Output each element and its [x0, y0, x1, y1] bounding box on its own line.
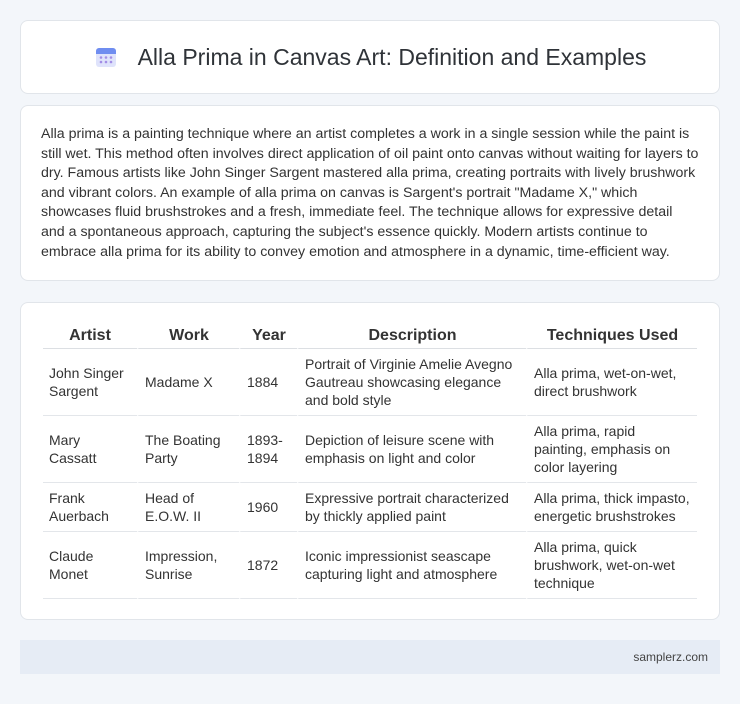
- cell-artist: Mary Cassatt: [43, 416, 137, 483]
- cell-techniques: Alla prima, thick impasto, energetic brushstrokes: [526, 483, 697, 532]
- footer-site-link[interactable]: samplerz.com: [633, 650, 708, 664]
- cell-techniques: Alla prima, quick brushwork, wet-on-wet technique: [526, 532, 697, 599]
- column-header: Techniques Used: [526, 323, 697, 349]
- cell-work: Head of E.O.W. II: [137, 483, 239, 532]
- footer: [20, 640, 720, 674]
- cell-work: Impression, Sunrise: [137, 532, 239, 599]
- cell-artist: John Singer Sargent: [43, 349, 137, 416]
- artists-table: [43, 323, 697, 599]
- intro-card: [20, 105, 720, 281]
- cell-work: Madame X: [137, 349, 239, 416]
- cell-techniques: Alla prima, rapid painting, emphasis on color layering: [526, 416, 697, 483]
- title-card: [20, 20, 720, 94]
- cell-year: 1960: [239, 483, 297, 532]
- column-header: Description: [297, 323, 526, 349]
- column-header: Work: [137, 323, 239, 349]
- column-header: Artist: [43, 323, 137, 349]
- table-row: [43, 416, 697, 483]
- column-header: Year: [239, 323, 297, 349]
- cell-year: 1872: [239, 532, 297, 599]
- page-title: Alla Prima in Canvas Art: Definition and Examples: [137, 43, 647, 70]
- table-card: [20, 302, 720, 620]
- cell-year: 1884: [239, 349, 297, 416]
- table-row: [43, 349, 697, 416]
- cell-description: Expressive portrait characterized by thickly applied paint: [297, 483, 526, 532]
- cell-artist: Frank Auerbach: [43, 483, 137, 532]
- cell-techniques: Alla prima, wet-on-wet, direct brushwork: [526, 349, 697, 416]
- table-row: [43, 532, 697, 599]
- cell-description: Depiction of leisure scene with emphasis on light and color: [297, 416, 526, 483]
- table-header-row: [43, 323, 697, 349]
- cell-work: The Boating Party: [137, 416, 239, 483]
- cell-year: 1893-1894: [239, 416, 297, 483]
- calendar-icon: [94, 45, 118, 69]
- cell-description: Portrait of Virginie Amelie Avegno Gautreau showcasing elegance and bold style: [297, 349, 526, 416]
- intro-paragraph: Alla prima is a painting technique where an artist completes a work in a single session while the paint is still wet. This method often involves direct application of oil paint onto canvas without waiting for layers to dry. Famous artists like John Singer Sargent mastered alla prima, creating portraits with lively brushwork and vibrant colors. An example of alla prima on canvas is Sargent's portrait "Madame X," which showcases fluid brushstrokes and a fresh, immediate feel. The technique allows for expressive detail and a spontaneous approach, capturing the subject's essence quickly. Modern artists continue to embrace alla prima for its ability to convey emotion and atmosphere in a dynamic, time-efficient way.: [41, 126, 699, 260]
- cell-description: Iconic impressionist seascape capturing light and atmosphere: [297, 532, 526, 599]
- cell-artist: Claude Monet: [43, 532, 137, 599]
- table-row: [43, 483, 697, 532]
